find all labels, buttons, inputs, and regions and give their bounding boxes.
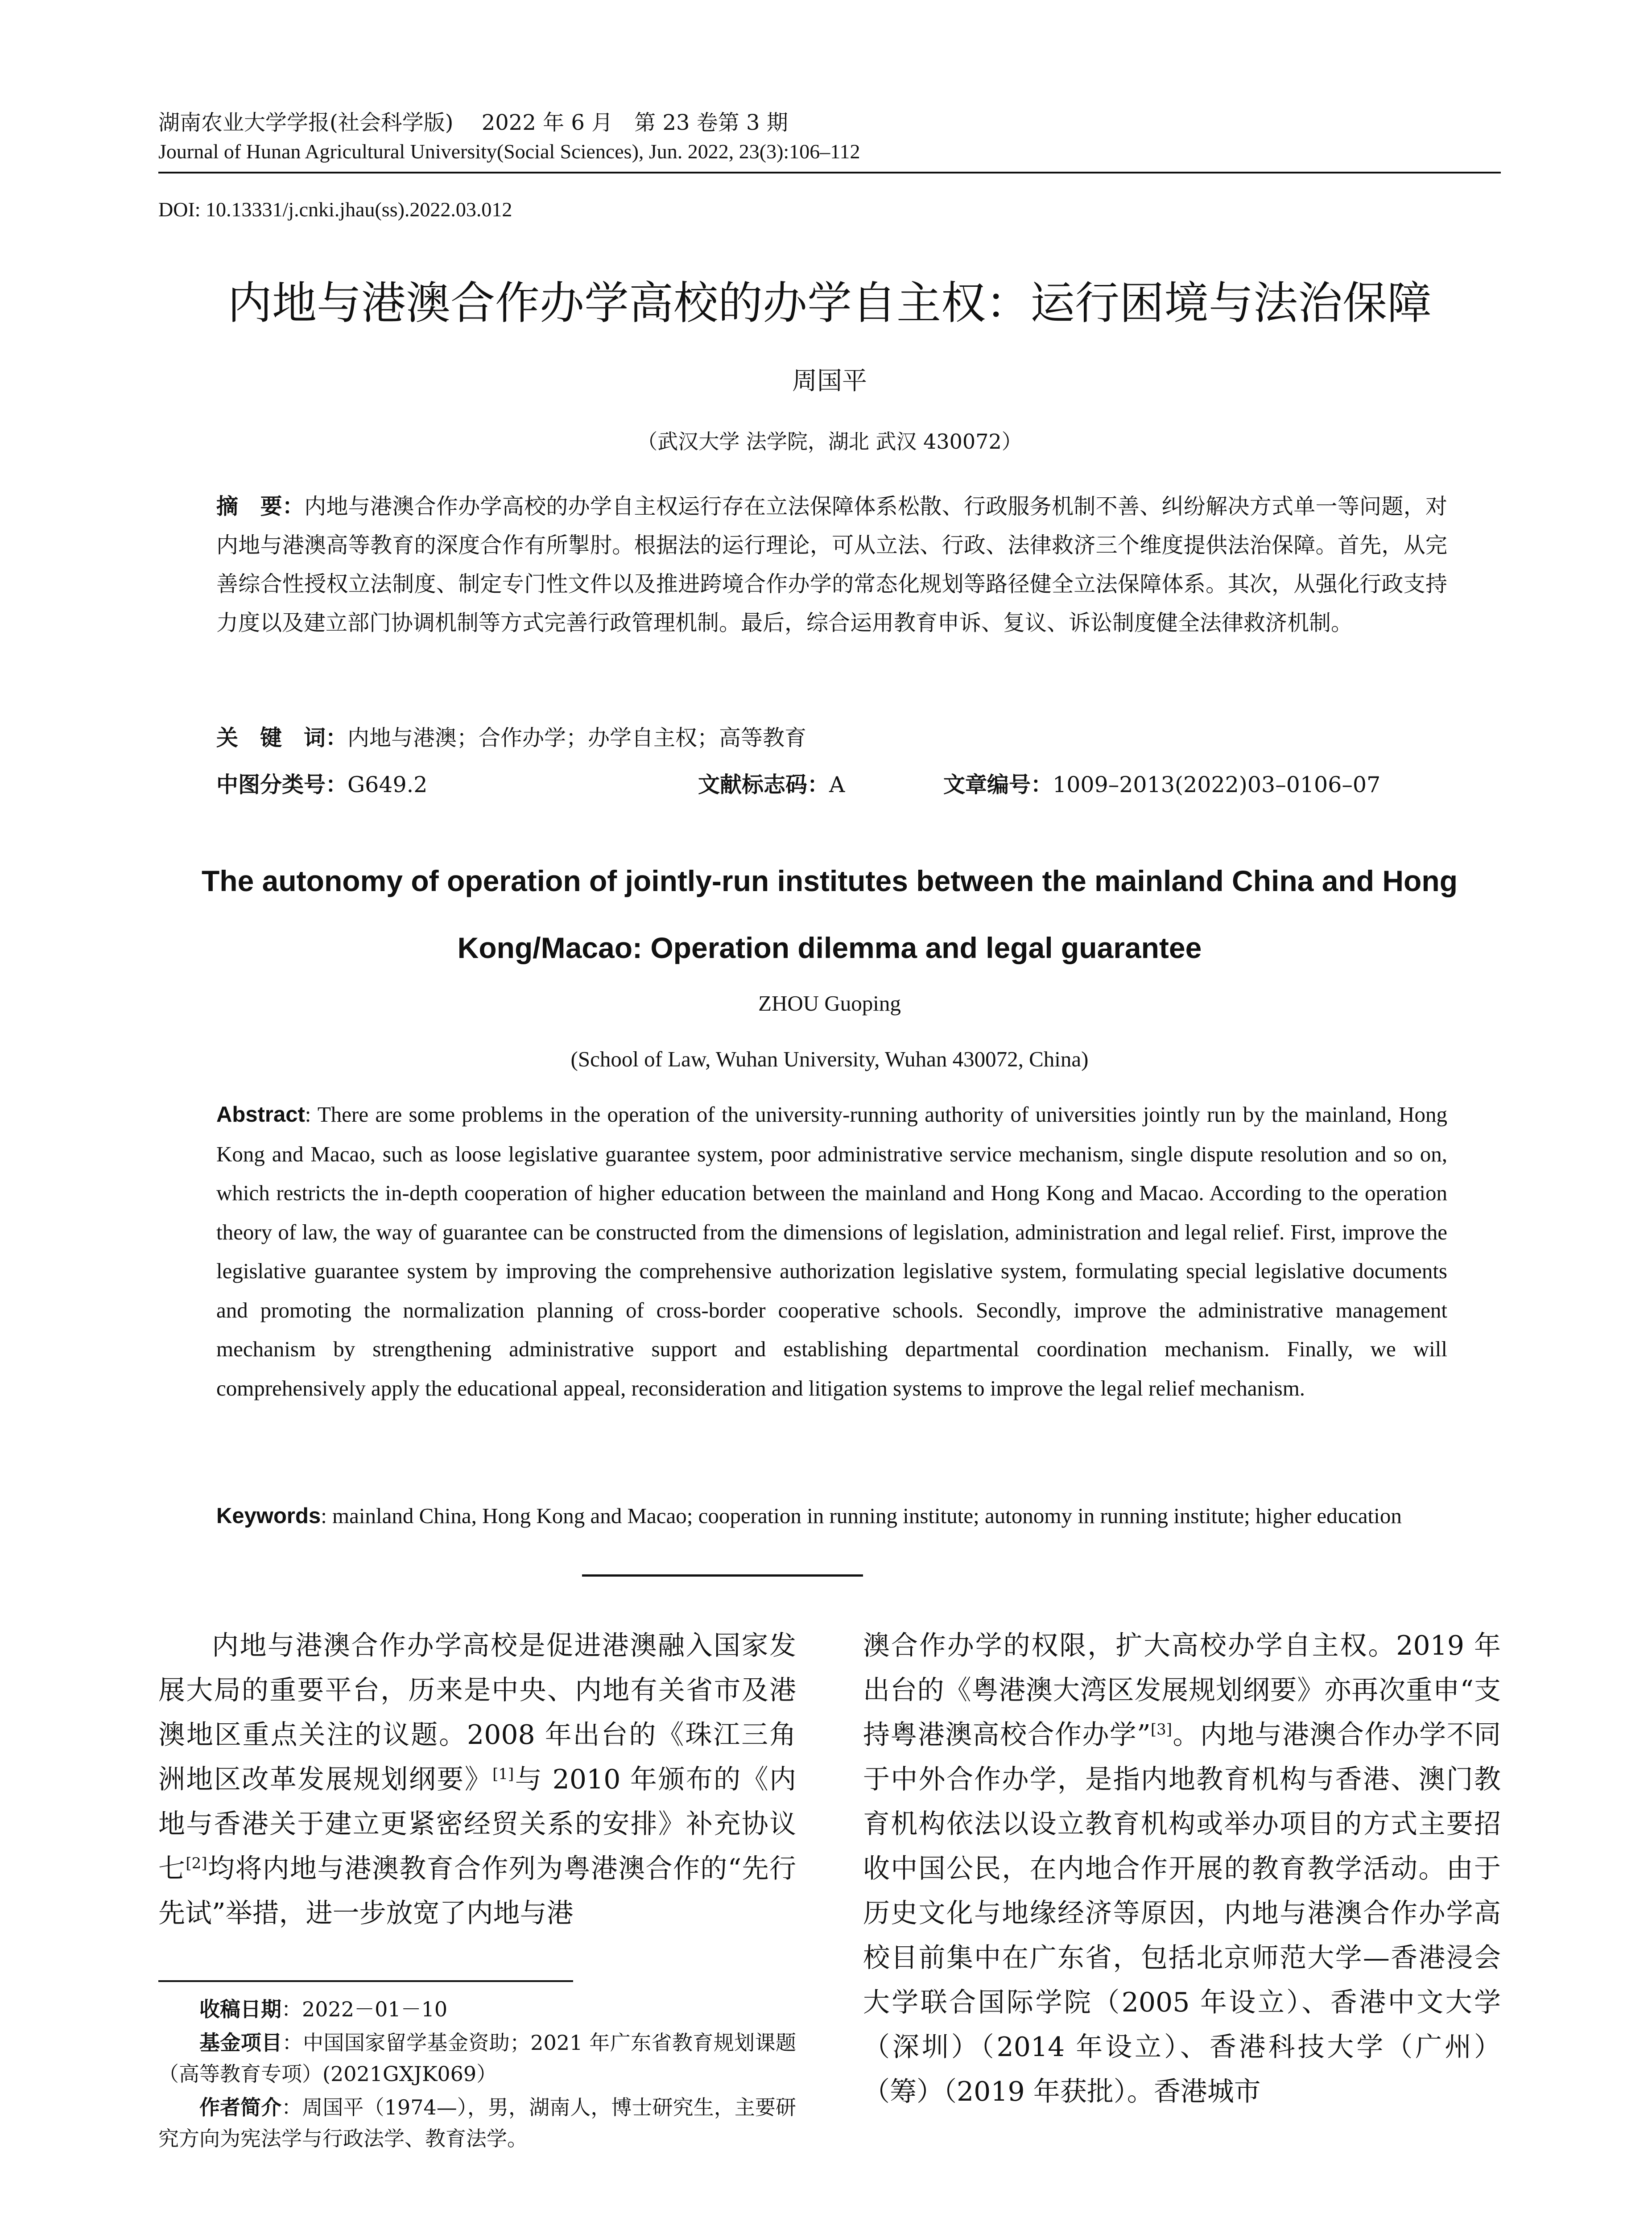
footnote-text: ：2022－01－10 [281, 1997, 448, 2021]
clc-value: G649.2 [347, 772, 428, 797]
affiliation-cn: （武汉大学 法学院，湖北 武汉 430072） [637, 429, 1022, 454]
footnote-label: 收稿日期 [199, 1997, 281, 2021]
body-text: 内地与港澳合作办学高校是促进港澳融入国家发展大局的重要平台，历来是中央、内地有关省市及港澳地区重点关注的议题。2008 年出台的《珠江三角洲地区改革发展规划纲要》 [158, 1630, 796, 1795]
footnote-rule [158, 1980, 573, 1982]
footnote-received [158, 1994, 796, 2025]
body-column-right [863, 1623, 1501, 2114]
keywords-cn-text: 内地与港澳；合作办学；办学自主权；高等教育 [347, 725, 807, 751]
author-cn: 周国平 [792, 367, 867, 396]
citation-ref: [3] [1150, 1721, 1172, 1739]
body-paragraph [863, 1623, 1501, 2114]
body-text: 。内地与港澳合作办学不同于中外合作办学，是指内地教育机构与香港、澳门教育机构依法以设立教育机构或举办项目的方式主要招收中国公民，在内地合作开展的教育教学活动。由于历史文化与地缘经济等原因，内地与港澳合作办学高校目前集中在广东省，包括北京师范大学—香港浸会大学联合国际学院（2005 年设立）、香港中文大学（深圳）（2014 年设立）、香港科技大学（广州）（筹）（2019 年获批）。香港城市 [863, 1719, 1501, 2107]
doc-code-label: 文献标志码： [698, 772, 830, 797]
article-no-group [943, 767, 1380, 803]
doc-code-value: A [829, 772, 845, 797]
article-no-value: 1009–2013(2022)03–0106–07 [1053, 772, 1381, 797]
article-no-label: 文章编号： [943, 772, 1053, 797]
body-text: 澳合作办学的权限，扩大高校办学自主权。2019 年出台的《粤港澳大湾区发展规划纲要》亦再次重申“支持粤港澳高校合作办学” [863, 1630, 1501, 1751]
affiliation-en: (School of Law, Wuhan University, Wuhan 430072, China) [570, 1047, 1089, 1071]
keywords-cn-label: 关 键 词： [216, 725, 348, 751]
journal-header-en: Journal of Hunan Agricultural University(Social Sciences), Jun. 2022, 23(3):106–112 [158, 140, 860, 163]
clc-group [216, 767, 427, 803]
body-column-left [158, 1623, 796, 1936]
article-title-en: The autonomy of operation of jointly-run institutes between the mainland China and Hong Kong/Macao: Operation dilemma and legal guarantee [201, 864, 1458, 964]
abstract-en [216, 1095, 1447, 1408]
footnote-text: ：中国国家留学基金资助；2021 年广东省教育规划课题（高等教育专项）(2021GXJK069） [158, 2031, 796, 2086]
keywords-cn [216, 720, 1447, 756]
journal-header-cn: 湖南农业大学学报(社会科学版) 2022 年 6 月 第 23 卷第 3 期 [158, 110, 788, 135]
doc-code-group [698, 767, 845, 803]
keywords-en [216, 1496, 1447, 1536]
body-paragraph [158, 1623, 796, 1936]
author-en: ZHOU Guoping [758, 991, 901, 1016]
classification-line [216, 767, 1447, 803]
abstract-cn-text: 内地与港澳合作办学高校的办学自主权运行存在立法保障体系松散、行政服务机制不善、纠纷解决方式单一等问题，对内地与港澳高等教育的深度合作有所掣肘。根据法的运行理论，可从立法、行政、法律救济三个维度提供法治保障。首先，从完善综合性授权立法制度、制定专门性文件以及推进跨境合作办学的常态化规划等路径健全立法保障体系。其次，从强化行政支持力度以及建立部门协调机制等方式完善行政管理机制。最后，综合运用教育申诉、复议、诉讼制度健全法律救济机制。 [216, 494, 1447, 636]
footnote-text: ：周国平（1974—），男，湖南人，博士研究生，主要研究方向为宪法学与行政法学、教育法学。 [158, 2095, 796, 2151]
clc-label: 中图分类号： [216, 772, 348, 797]
header-rule [158, 172, 1501, 173]
doi: DOI: 10.13331/j.cnki.jhau(ss).2022.03.012 [158, 198, 512, 221]
footnotes [158, 1994, 796, 2156]
section-separator [582, 1574, 863, 1577]
body-text: 与 2010 年颁布的《内地与香港关于建立更紧密经贸关系的安排》补充协议七 [158, 1764, 797, 1884]
footnote-fund [158, 2027, 796, 2090]
citation-ref: [2] [186, 1854, 207, 1872]
abstract-en-label: Abstract [216, 1103, 305, 1127]
citation-ref: [1] [492, 1765, 514, 1783]
body-text: 均将内地与港澳教育合作列为粤港澳合作的“先行先试”举措，进一步放宽了内地与港 [158, 1853, 796, 1929]
abstract-cn [216, 487, 1447, 642]
footnote-label: 作者简介 [199, 2095, 282, 2119]
abstract-cn-label: 摘 要： [216, 494, 305, 519]
article-title-cn: 内地与港澳合作办学高校的办学自主权：运行困境与法治保障 [227, 277, 1432, 329]
footnote-author [158, 2092, 796, 2154]
footnote-label: 基金项目 [199, 2031, 282, 2055]
keywords-en-text: : mainland China, Hong Kong and Macao; cooperation in running institute; autonomy in running institute; higher education [321, 1503, 1402, 1528]
abstract-en-text: : There are some problems in the operation of the university-running authority of universities jointly run by the mainland, Hong Kong and Macao, such as loose legislative guarantee system, poor administrative service mechanism, single dispute resolution and so on, which restricts the in-depth cooperation of higher education between the mainland and Hong Kong and Macao. According to the operation theory of law, the way of guarantee can be constructed from the dimensions of legislation, administration and legal relief. First, improve the legislative guarantee system by improving the comprehensive authorization legislative system, formulating special legislative documents and promoting the normalization planning of cross-border cooperative schools. Secondly, improve the administrative management mechanism by strengthening administrative support and establishing departmental coordination mechanism. Finally, we will comprehensively apply the educational appeal, reconsideration and litigation systems to improve the legal relief mechanism. [216, 1102, 1447, 1400]
keywords-en-label: Keywords [216, 1504, 321, 1528]
